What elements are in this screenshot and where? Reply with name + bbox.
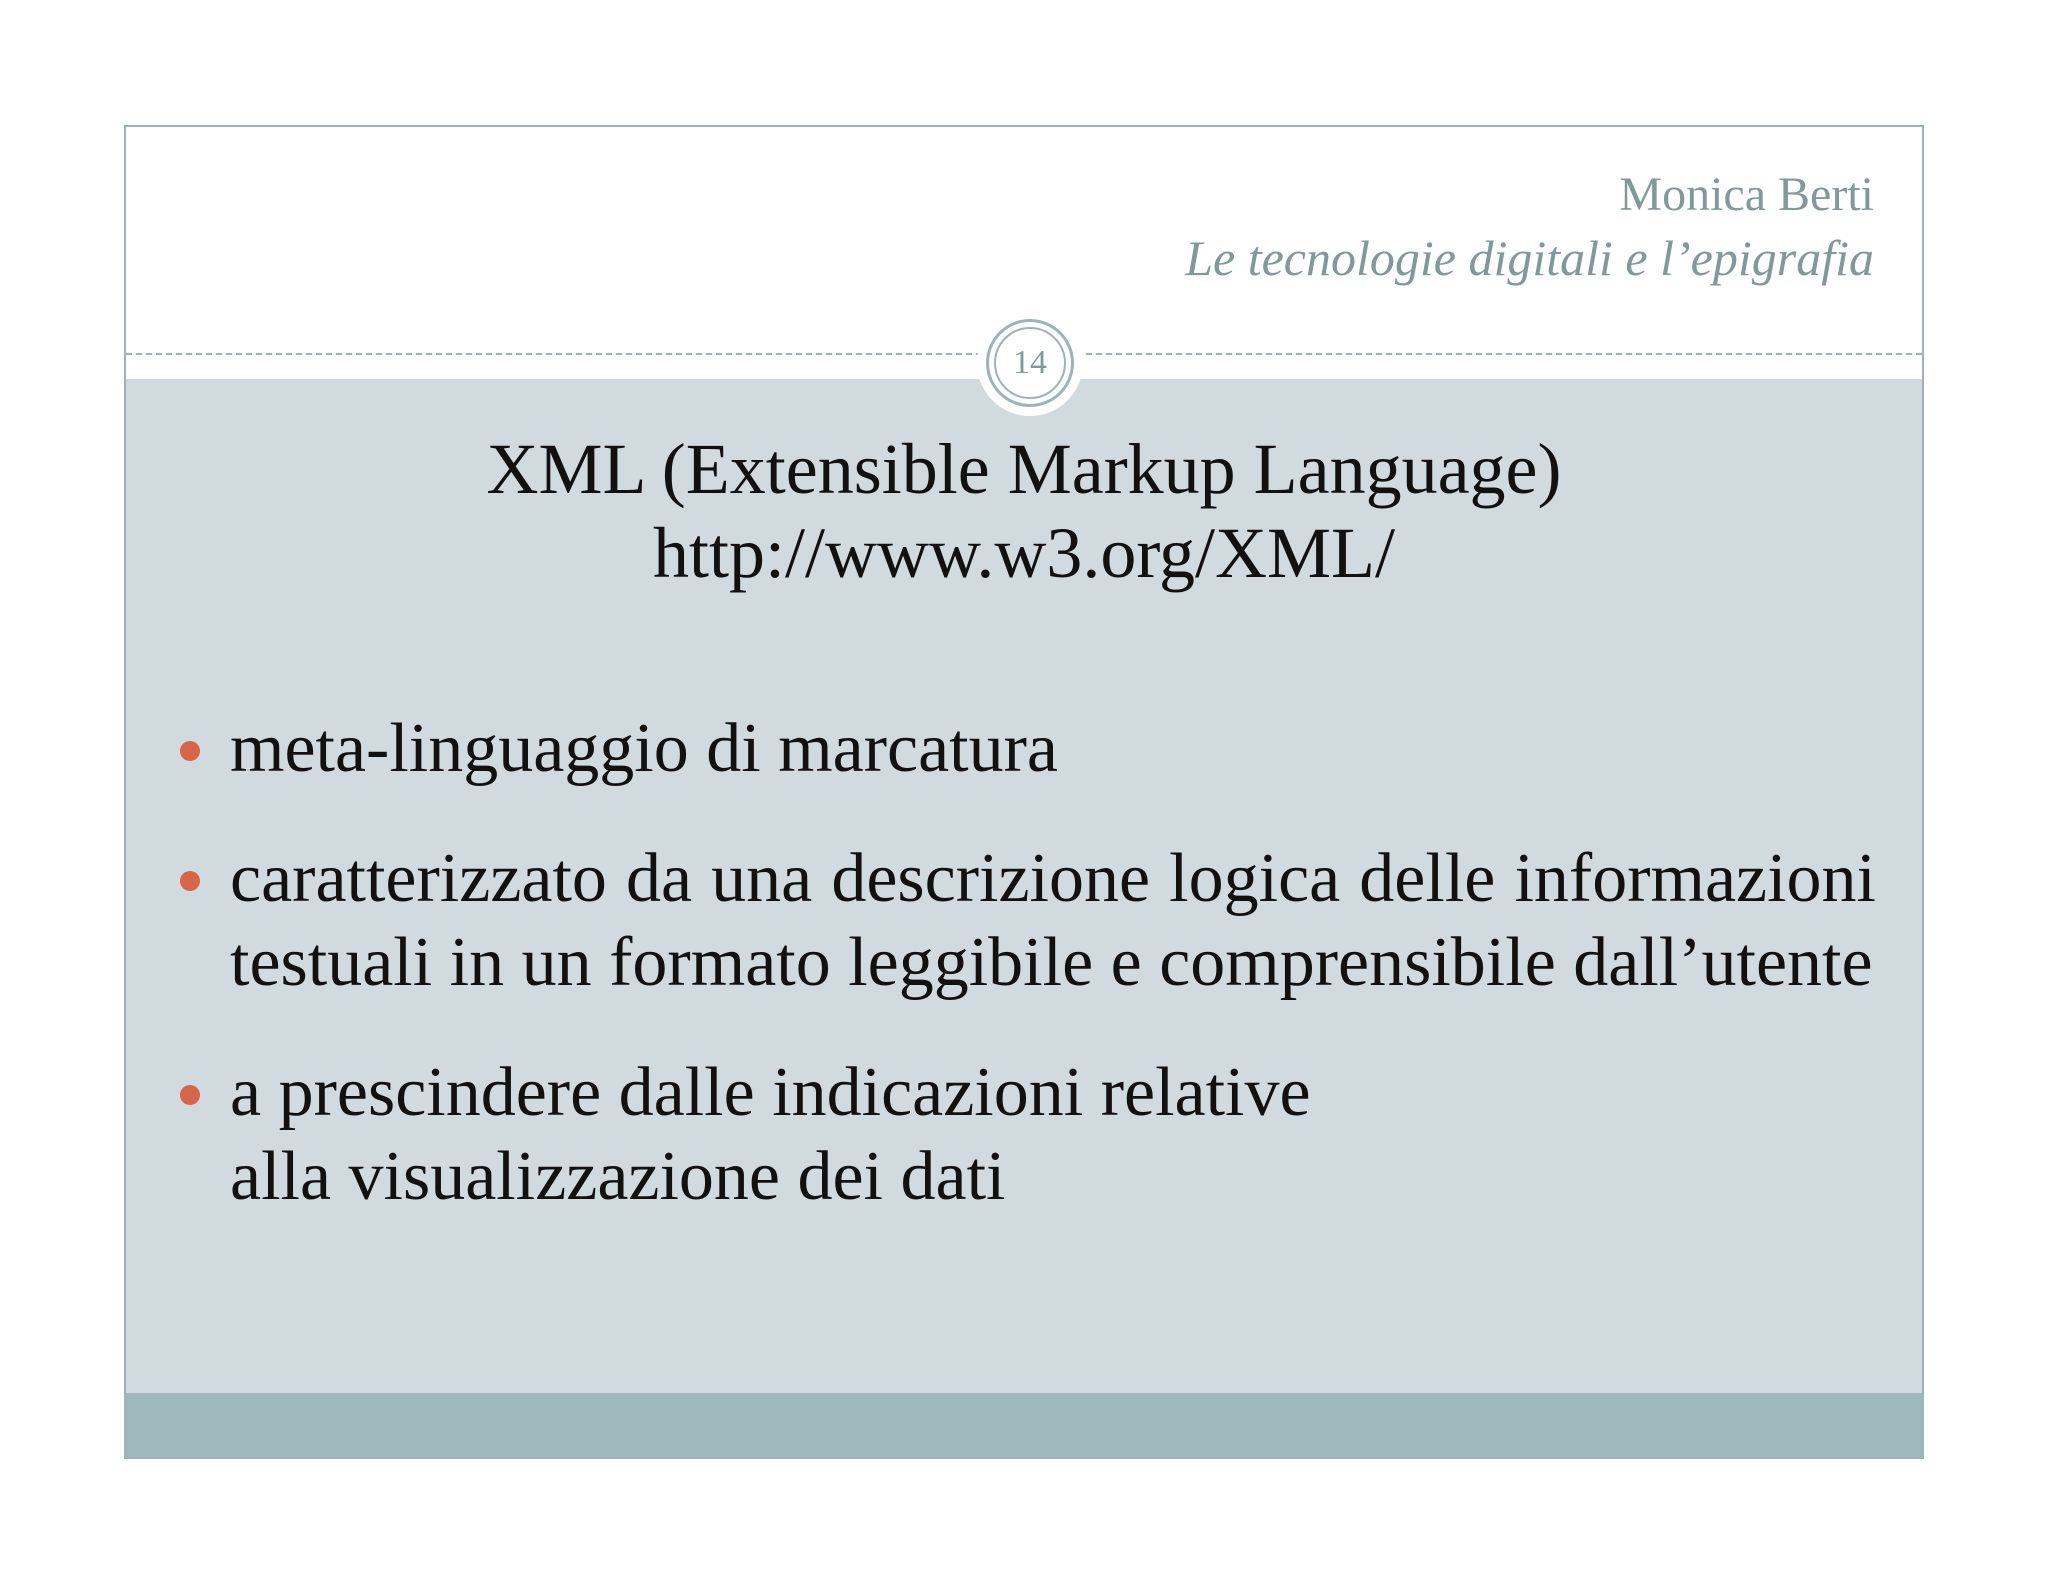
bullet-text-line: a prescindere dalle indicazioni relative <box>230 1054 1311 1131</box>
bullet-dot-icon <box>180 1085 200 1105</box>
slide-title-url: http://www.w3.org/XML/ <box>652 513 1395 593</box>
slide-title-line: XML (Extensible Markup Language) <box>486 429 1562 509</box>
bullet-text-line: alla visualizzazione dei dati <box>230 1138 1006 1215</box>
slide <box>124 125 1924 1459</box>
bullet-text: caratterizzato da una descrizione logica delle informazioni testuali in un formato leggibile e comprensibile dall’utente <box>230 840 1876 1001</box>
bullet-text: meta-linguaggio di marcatura <box>230 710 1059 787</box>
bullet-item <box>230 1051 1876 1219</box>
bullet-list <box>230 707 1876 1265</box>
slide-number: 14 <box>994 327 1066 399</box>
bullet-dot-icon <box>180 741 200 761</box>
slide-title <box>126 427 1922 595</box>
slide-number-badge <box>986 319 1074 407</box>
author-name: Monica Berti <box>1619 168 1874 221</box>
presentation-subtitle: Le tecnologie digitali e l’epigrafia <box>1185 230 1874 286</box>
bullet-item <box>230 707 1876 791</box>
bullet-item <box>230 837 1876 1005</box>
footer-band <box>126 1393 1922 1457</box>
bullet-dot-icon <box>180 871 200 891</box>
